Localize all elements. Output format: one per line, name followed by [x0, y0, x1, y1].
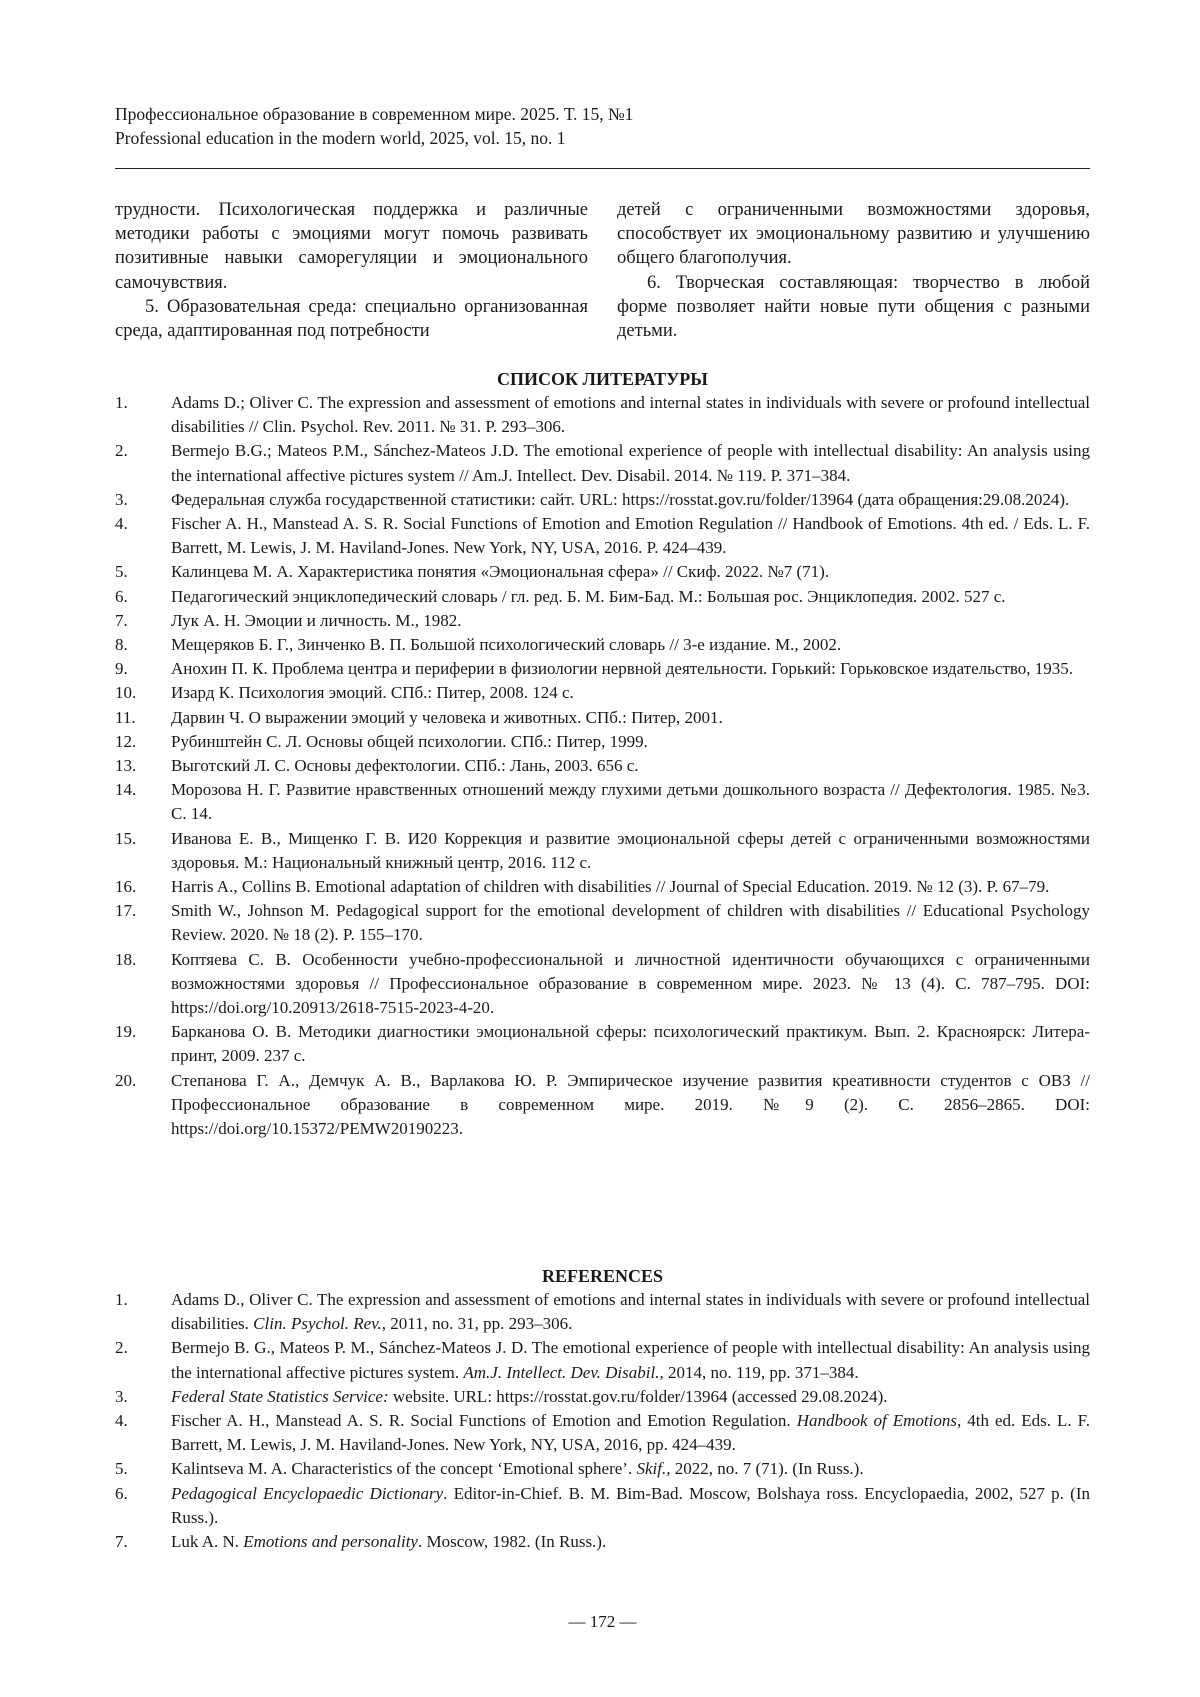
- reference-text: Выготский Л. С. Основы дефектологии. СПб.: Лань, 2003. 656 с.: [171, 754, 1090, 778]
- reference-item: [115, 657, 1090, 681]
- reference-italic-segment: Skif.,: [636, 1459, 670, 1478]
- reference-item: [115, 948, 1090, 1021]
- reference-item: [115, 875, 1090, 899]
- reference-text: [171, 1530, 1090, 1554]
- reference-number: 4.: [115, 512, 171, 560]
- left-column: [115, 198, 588, 343]
- reference-text: Лук А. Н. Эмоции и личность. М., 1982.: [171, 609, 1090, 633]
- reference-segment: . Moscow, 1982. (In Russ.).: [418, 1532, 606, 1551]
- reference-segment: Adams D., Oliver C. The expression and assessment of emotions and internal states in individuals with severe or profound intellectual disabilities.: [171, 1290, 1090, 1333]
- reference-item: [115, 681, 1090, 705]
- reference-segment: Luk A. N.: [171, 1532, 243, 1551]
- reference-item: [115, 730, 1090, 754]
- reference-item: [115, 512, 1090, 560]
- reference-text: Изард К. Психология эмоций. СПб.: Питер, 2008. 124 с.: [171, 681, 1090, 705]
- reference-item: [115, 609, 1090, 633]
- reference-item: [115, 1069, 1090, 1142]
- reference-text: Федеральная служба государственной статистики: сайт. URL: https://rosstat.gov.ru/folder/13964 (дата обращения:29.08.2024).: [171, 488, 1090, 512]
- reference-item: [115, 1020, 1090, 1068]
- references-ru-title: СПИСОК ЛИТЕРАТУРЫ: [115, 367, 1090, 391]
- reference-item: [115, 633, 1090, 657]
- running-head-en: Professional education in the modern world, 2025, vol. 15, no. 1: [115, 126, 1090, 150]
- reference-item: [115, 488, 1090, 512]
- reference-text: Мещеряков Б. Г., Зинченко В. П. Большой психологический словарь // 3-е издание. М., 2002.: [171, 633, 1090, 657]
- reference-number: 18.: [115, 948, 171, 1021]
- reference-segment: website. URL: https://rosstat.gov.ru/folder/13964 (accessed 29.08.2024).: [389, 1387, 888, 1406]
- reference-number: 14.: [115, 778, 171, 826]
- reference-segment: Fischer A. H., Manstead A. S. R. Social Functions of Emotion and Emotion Regulation.: [171, 1411, 797, 1430]
- reference-text: [171, 1482, 1090, 1530]
- reference-text: Дарвин Ч. О выражении эмоций у человека и животных. СПб.: Питер, 2001.: [171, 706, 1090, 730]
- reference-number: 6.: [115, 585, 171, 609]
- page-number: — 172 —: [115, 1612, 1090, 1632]
- reference-text: Анохин П. К. Проблема центра и периферии в физиологии нервной деятельности. Горький: Горьковское издательство, 1935.: [171, 657, 1090, 681]
- references-ru-list: [115, 391, 1090, 1141]
- right-column: [617, 198, 1090, 343]
- reference-segment: Bermejo B. G., Mateos P. M., Sánchez-Mateos J. D. The emotional experience of people with intellectual disability: An analysis using the international affective pictures system.: [171, 1338, 1090, 1381]
- reference-number: 12.: [115, 730, 171, 754]
- reference-number: 9.: [115, 657, 171, 681]
- reference-text: [171, 1336, 1090, 1384]
- reference-text: Морозова Н. Г. Развитие нравственных отношений между глухими детьми дошкольного возраста // Дефектология. 1985. №3. С. 14.: [171, 778, 1090, 826]
- reference-number: 2.: [115, 439, 171, 487]
- references-en-title: REFERENCES: [115, 1264, 1090, 1288]
- reference-number: 7.: [115, 609, 171, 633]
- reference-italic-segment: Handbook of Emotions: [797, 1411, 957, 1430]
- reference-segment: 2022, no. 7 (71). (In Russ.).: [670, 1459, 863, 1478]
- reference-item: [115, 778, 1090, 826]
- reference-item: [115, 1288, 1090, 1336]
- reference-item: [115, 391, 1090, 439]
- reference-text: Иванова Е. В., Мищенко Г. В. И20 Коррекция и развитие эмоциональной сферы детей с ограниченными возможностями здоровья. М.: Национальный книжный центр, 2016. 112 с.: [171, 827, 1090, 875]
- reference-text: Smith W., Johnson M. Pedagogical support for the emotional development of children with disabilities // Educational Psychology Review. 2020. № 18 (2). P. 155–170.: [171, 899, 1090, 947]
- reference-item: [115, 1530, 1090, 1554]
- reference-item: [115, 827, 1090, 875]
- right-paragraph-2: 6. Творческая составляющая: творчество в любой форме позволяет найти новые пути общения с разными детьми.: [617, 271, 1090, 344]
- running-head: [115, 102, 1090, 150]
- reference-number: 4.: [115, 1409, 171, 1457]
- reference-number: 5.: [115, 560, 171, 584]
- reference-item: [115, 439, 1090, 487]
- reference-item: [115, 585, 1090, 609]
- reference-text: Калинцева М. А. Характеристика понятия «Эмоциональная сфера» // Скиф. 2022. №7 (71).: [171, 560, 1090, 584]
- reference-number: 20.: [115, 1069, 171, 1142]
- left-paragraph-1: трудности. Психологическая поддержка и различные методики работы с эмоциями могут помочь развивать позитивные навыки саморегуляции и эмоционального самочувствия.: [115, 198, 588, 295]
- reference-number: 3.: [115, 488, 171, 512]
- reference-italic-segment: Pedagogical Encyclopaedic Dictionary: [171, 1484, 443, 1503]
- reference-segment: Kalintseva M. A. Characteristics of the concept ‘Emotional sphere’.: [171, 1459, 636, 1478]
- reference-text: Fischer A. H., Manstead A. S. R. Social Functions of Emotion and Emotion Regulation // Handbook of Emotions. 4th ed. / Eds. L. F. Barrett, M. Lewis, J. M. Haviland-Jones. New York, NY, USA, 2016. P. 424–439.: [171, 512, 1090, 560]
- reference-italic-segment: Federal State Statistics Service:: [171, 1387, 389, 1406]
- reference-text: Harris A., Collins B. Emotional adaptation of children with disabilities // Journal of Special Education. 2019. № 12 (3). P. 67–79.: [171, 875, 1090, 899]
- reference-number: 17.: [115, 899, 171, 947]
- reference-text: Рубинштейн С. Л. Основы общей психологии. СПб.: Питер, 1999.: [171, 730, 1090, 754]
- reference-item: [115, 754, 1090, 778]
- reference-item: [115, 560, 1090, 584]
- reference-text: Педагогический энциклопедический словарь / гл. ред. Б. М. Бим-Бад. М.: Большая рос. Энциклопедия. 2002. 527 с.: [171, 585, 1090, 609]
- reference-text: [171, 1409, 1090, 1457]
- header-rule: [115, 168, 1090, 169]
- reference-item: [115, 1385, 1090, 1409]
- reference-number: 11.: [115, 706, 171, 730]
- reference-item: [115, 1336, 1090, 1384]
- reference-segment: , 2011, no. 31, pp. 293–306.: [382, 1314, 573, 1333]
- reference-text: Коптяева С. В. Особенности учебно-профессиональной и личностной идентичности обучающихся с ограниченными возможностями здоровья // Профессиональное образование в современном мире. 2023. № 13 (4). С. 787–795. DOI: https://doi.org/10.20913/2618-7515-2023-4-20.: [171, 948, 1090, 1021]
- reference-item: [115, 706, 1090, 730]
- reference-italic-segment: Am.J. Intellect. Dev. Disabil.: [463, 1363, 659, 1382]
- reference-number: 1.: [115, 391, 171, 439]
- reference-item: [115, 1409, 1090, 1457]
- reference-number: 1.: [115, 1288, 171, 1336]
- reference-text: Барканова О. В. Методики диагностики эмоциональной сферы: психологический практикум. Вып. 2. Красноярск: Литера-принт, 2009. 237 с.: [171, 1020, 1090, 1068]
- reference-text: Степанова Г. А., Демчук А. В., Варлакова Ю. Р. Эмпирическое изучение развития креативности студентов с ОВЗ // Профессиональное образование в современном мире. 2019. №9 (2). С. 2856–2865. DOI: https://doi.org/10.15372/PEMW20190223.: [171, 1069, 1090, 1142]
- left-paragraph-2: 5. Образовательная среда: специально организованная среда, адаптированная под потребности: [115, 295, 588, 343]
- reference-number: 8.: [115, 633, 171, 657]
- reference-number: 16.: [115, 875, 171, 899]
- reference-number: 7.: [115, 1530, 171, 1554]
- reference-italic-segment: Clin. Psychol. Rev.: [253, 1314, 382, 1333]
- running-head-ru: Профессиональное образование в современном мире. 2025. Т. 15, №1: [115, 102, 1090, 126]
- reference-italic-segment: Emotions and personality: [243, 1532, 418, 1551]
- reference-text: [171, 1288, 1090, 1336]
- reference-number: 13.: [115, 754, 171, 778]
- references-en-list: [115, 1288, 1090, 1554]
- reference-segment: . Editor-in-Chief. B. M. Bim-Bad. Moscow, Bolshaya ross. Encyclopaedia, 2002, 527 p. (In Russ.).: [171, 1484, 1090, 1527]
- reference-number: 3.: [115, 1385, 171, 1409]
- reference-number: 5.: [115, 1457, 171, 1481]
- references-ru-section: [115, 367, 1090, 1141]
- reference-text: [171, 1457, 1090, 1481]
- right-paragraph-1: детей с ограниченными возможностями здоровья, способствует их эмоциональному развитию и улучшению общего благополучия.: [617, 198, 1090, 271]
- reference-segment: , 4th ed. Eds. L. F. Barrett, M. Lewis, J. M. Haviland-Jones. New York, NY, USA, 2016, pp. 424–439.: [171, 1411, 1090, 1454]
- reference-item: [115, 1482, 1090, 1530]
- reference-number: 10.: [115, 681, 171, 705]
- reference-item: [115, 899, 1090, 947]
- reference-text: [171, 1385, 1090, 1409]
- reference-number: 19.: [115, 1020, 171, 1068]
- references-en-section: [115, 1264, 1090, 1554]
- reference-number: 15.: [115, 827, 171, 875]
- reference-item: [115, 1457, 1090, 1481]
- body-columns: [115, 198, 1090, 343]
- reference-segment: , 2014, no. 119, pp. 371–384.: [659, 1363, 858, 1382]
- reference-text: Adams D.; Oliver C. The expression and assessment of emotions and internal states in individuals with severe or profound intellectual disabilities // Clin. Psychol. Rev. 2011. № 31. P. 293–306.: [171, 391, 1090, 439]
- reference-text: Bermejo B.G.; Mateos P.M., Sánchez-Mateos J.D. The emotional experience of people with intellectual disability: An analysis using the international affective pictures system // Am.J. Intellect. Dev. Disabil. 2014. № 119. P. 371–384.: [171, 439, 1090, 487]
- reference-number: 6.: [115, 1482, 171, 1530]
- reference-number: 2.: [115, 1336, 171, 1384]
